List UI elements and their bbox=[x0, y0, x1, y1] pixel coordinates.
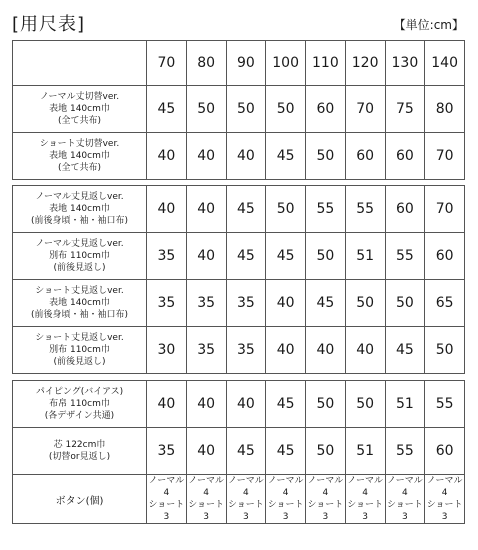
table-cell: 40 bbox=[186, 233, 226, 280]
row-label: ショート丈見返しver. 別布 110cm巾 (前後見返し) bbox=[13, 327, 147, 374]
table-cell: 45 bbox=[226, 428, 266, 475]
table-cell: 50 bbox=[186, 86, 226, 133]
table-cell: 40 bbox=[266, 327, 306, 374]
row-label: ショート丈見返しver. 表地 140cm巾 (前後身頃・袖・袖口布) bbox=[13, 280, 147, 327]
row-label: ノーマル丈見返しver. 別布 110cm巾 (前後見返し) bbox=[13, 233, 147, 280]
size-header: 140 bbox=[425, 41, 465, 86]
table-cell: 50 bbox=[226, 86, 266, 133]
size-header-row bbox=[13, 41, 465, 86]
size-header: 70 bbox=[147, 41, 187, 86]
size-header: 90 bbox=[226, 41, 266, 86]
table-cell: 35 bbox=[226, 327, 266, 374]
table-cell: 51 bbox=[385, 381, 425, 428]
table-cell: 60 bbox=[345, 133, 385, 180]
table-cell: 55 bbox=[425, 381, 465, 428]
buttons-row bbox=[13, 475, 465, 524]
table-row bbox=[13, 381, 465, 428]
page-title: [用尺表] bbox=[12, 14, 86, 35]
table-cell: 70 bbox=[425, 186, 465, 233]
table-row bbox=[13, 327, 465, 374]
table-cell: 45 bbox=[266, 233, 306, 280]
table-cell: 70 bbox=[425, 133, 465, 180]
table-cell: 40 bbox=[147, 133, 187, 180]
table-cell: ノーマル 4 ショート 3 bbox=[148, 476, 185, 522]
table-cell: 50 bbox=[385, 280, 425, 327]
table-cell: 35 bbox=[186, 327, 226, 374]
table-cell: 30 bbox=[147, 327, 187, 374]
row-label: ボタン(個) bbox=[13, 475, 147, 524]
table-cell: ノーマル 4 ショート 3 bbox=[386, 476, 423, 522]
table-row bbox=[13, 428, 465, 475]
size-table bbox=[12, 380, 465, 524]
table-cell: ノーマル 4 ショート 3 bbox=[426, 476, 463, 522]
table-cell: 55 bbox=[306, 186, 346, 233]
size-header: 80 bbox=[186, 41, 226, 86]
table-cell: 60 bbox=[425, 428, 465, 475]
table-cell: 40 bbox=[186, 381, 226, 428]
size-header: 130 bbox=[385, 41, 425, 86]
table-cell: 80 bbox=[425, 86, 465, 133]
table-row bbox=[13, 86, 465, 133]
table-cell: 40 bbox=[147, 186, 187, 233]
table-cell: 45 bbox=[226, 186, 266, 233]
table-cell: 45 bbox=[226, 233, 266, 280]
table-cell: 40 bbox=[226, 133, 266, 180]
table-cell: 50 bbox=[306, 233, 346, 280]
row-label: ショート丈切替ver. 表地 140cm巾 (全て共布) bbox=[13, 133, 147, 180]
unit-label: 【単位:cm】 bbox=[393, 18, 464, 32]
table-cell: 51 bbox=[345, 428, 385, 475]
table-cell: 35 bbox=[147, 280, 187, 327]
row-label: ノーマル丈切替ver. 表地 140cm巾 (全て共布) bbox=[13, 86, 147, 133]
table-cell: 40 bbox=[345, 327, 385, 374]
table-cell: 40 bbox=[186, 133, 226, 180]
table-cell: 60 bbox=[385, 133, 425, 180]
table-cell: 45 bbox=[385, 327, 425, 374]
table-cell: 40 bbox=[186, 428, 226, 475]
size-header: 110 bbox=[306, 41, 346, 86]
table-row bbox=[13, 280, 465, 327]
table-cell: ノーマル 4 ショート 3 bbox=[267, 476, 304, 522]
table-cell: 50 bbox=[425, 327, 465, 374]
table-cell: 35 bbox=[147, 233, 187, 280]
size-table bbox=[12, 185, 465, 374]
table-cell: 65 bbox=[425, 280, 465, 327]
table-cell: 50 bbox=[306, 133, 346, 180]
row-label: 芯 122cm巾 (切替or見返し) bbox=[13, 428, 147, 475]
table-cell: ノーマル 4 ショート 3 bbox=[188, 476, 225, 522]
size-header: 120 bbox=[345, 41, 385, 86]
row-label: パイピング(バイアス) 布帛 110cm巾 (各デザイン共通) bbox=[13, 381, 147, 428]
table-cell: 35 bbox=[226, 280, 266, 327]
table-cell: 50 bbox=[306, 381, 346, 428]
table-cell: ノーマル 4 ショート 3 bbox=[307, 476, 344, 522]
table-row bbox=[13, 133, 465, 180]
table-cell: 40 bbox=[266, 280, 306, 327]
table-cell: 50 bbox=[266, 186, 306, 233]
table-row bbox=[13, 186, 465, 233]
header-blank-cell bbox=[13, 41, 147, 86]
table-cell: 35 bbox=[186, 280, 226, 327]
table-row bbox=[13, 233, 465, 280]
table-cell: 40 bbox=[186, 186, 226, 233]
table-cell: 60 bbox=[385, 186, 425, 233]
table-cell: 55 bbox=[385, 428, 425, 475]
table-cell: 50 bbox=[306, 428, 346, 475]
table-cell: 40 bbox=[226, 381, 266, 428]
table-cell: 75 bbox=[385, 86, 425, 133]
table-cell: ノーマル 4 ショート 3 bbox=[227, 476, 264, 522]
table-cell: 50 bbox=[345, 381, 385, 428]
table-cell: ノーマル 4 ショート 3 bbox=[347, 476, 384, 522]
table-cell: 51 bbox=[345, 233, 385, 280]
table-cell: 45 bbox=[266, 381, 306, 428]
size-header: 100 bbox=[266, 41, 306, 86]
table-cell: 50 bbox=[345, 280, 385, 327]
size-table bbox=[12, 40, 465, 180]
table-cell: 55 bbox=[345, 186, 385, 233]
table-cell: 45 bbox=[306, 280, 346, 327]
table-cell: 50 bbox=[266, 86, 306, 133]
table-cell: 40 bbox=[306, 327, 346, 374]
table-cell: 60 bbox=[306, 86, 346, 133]
table-cell: 55 bbox=[385, 233, 425, 280]
table-cell: 35 bbox=[147, 428, 187, 475]
row-label: ノーマル丈見返しver. 表地 140cm巾 (前後身頃・袖・袖口布) bbox=[13, 186, 147, 233]
table-cell: 45 bbox=[266, 428, 306, 475]
table-cell: 60 bbox=[425, 233, 465, 280]
table-cell: 45 bbox=[266, 133, 306, 180]
table-cell: 70 bbox=[345, 86, 385, 133]
table-cell: 40 bbox=[147, 381, 187, 428]
table-cell: 45 bbox=[147, 86, 187, 133]
